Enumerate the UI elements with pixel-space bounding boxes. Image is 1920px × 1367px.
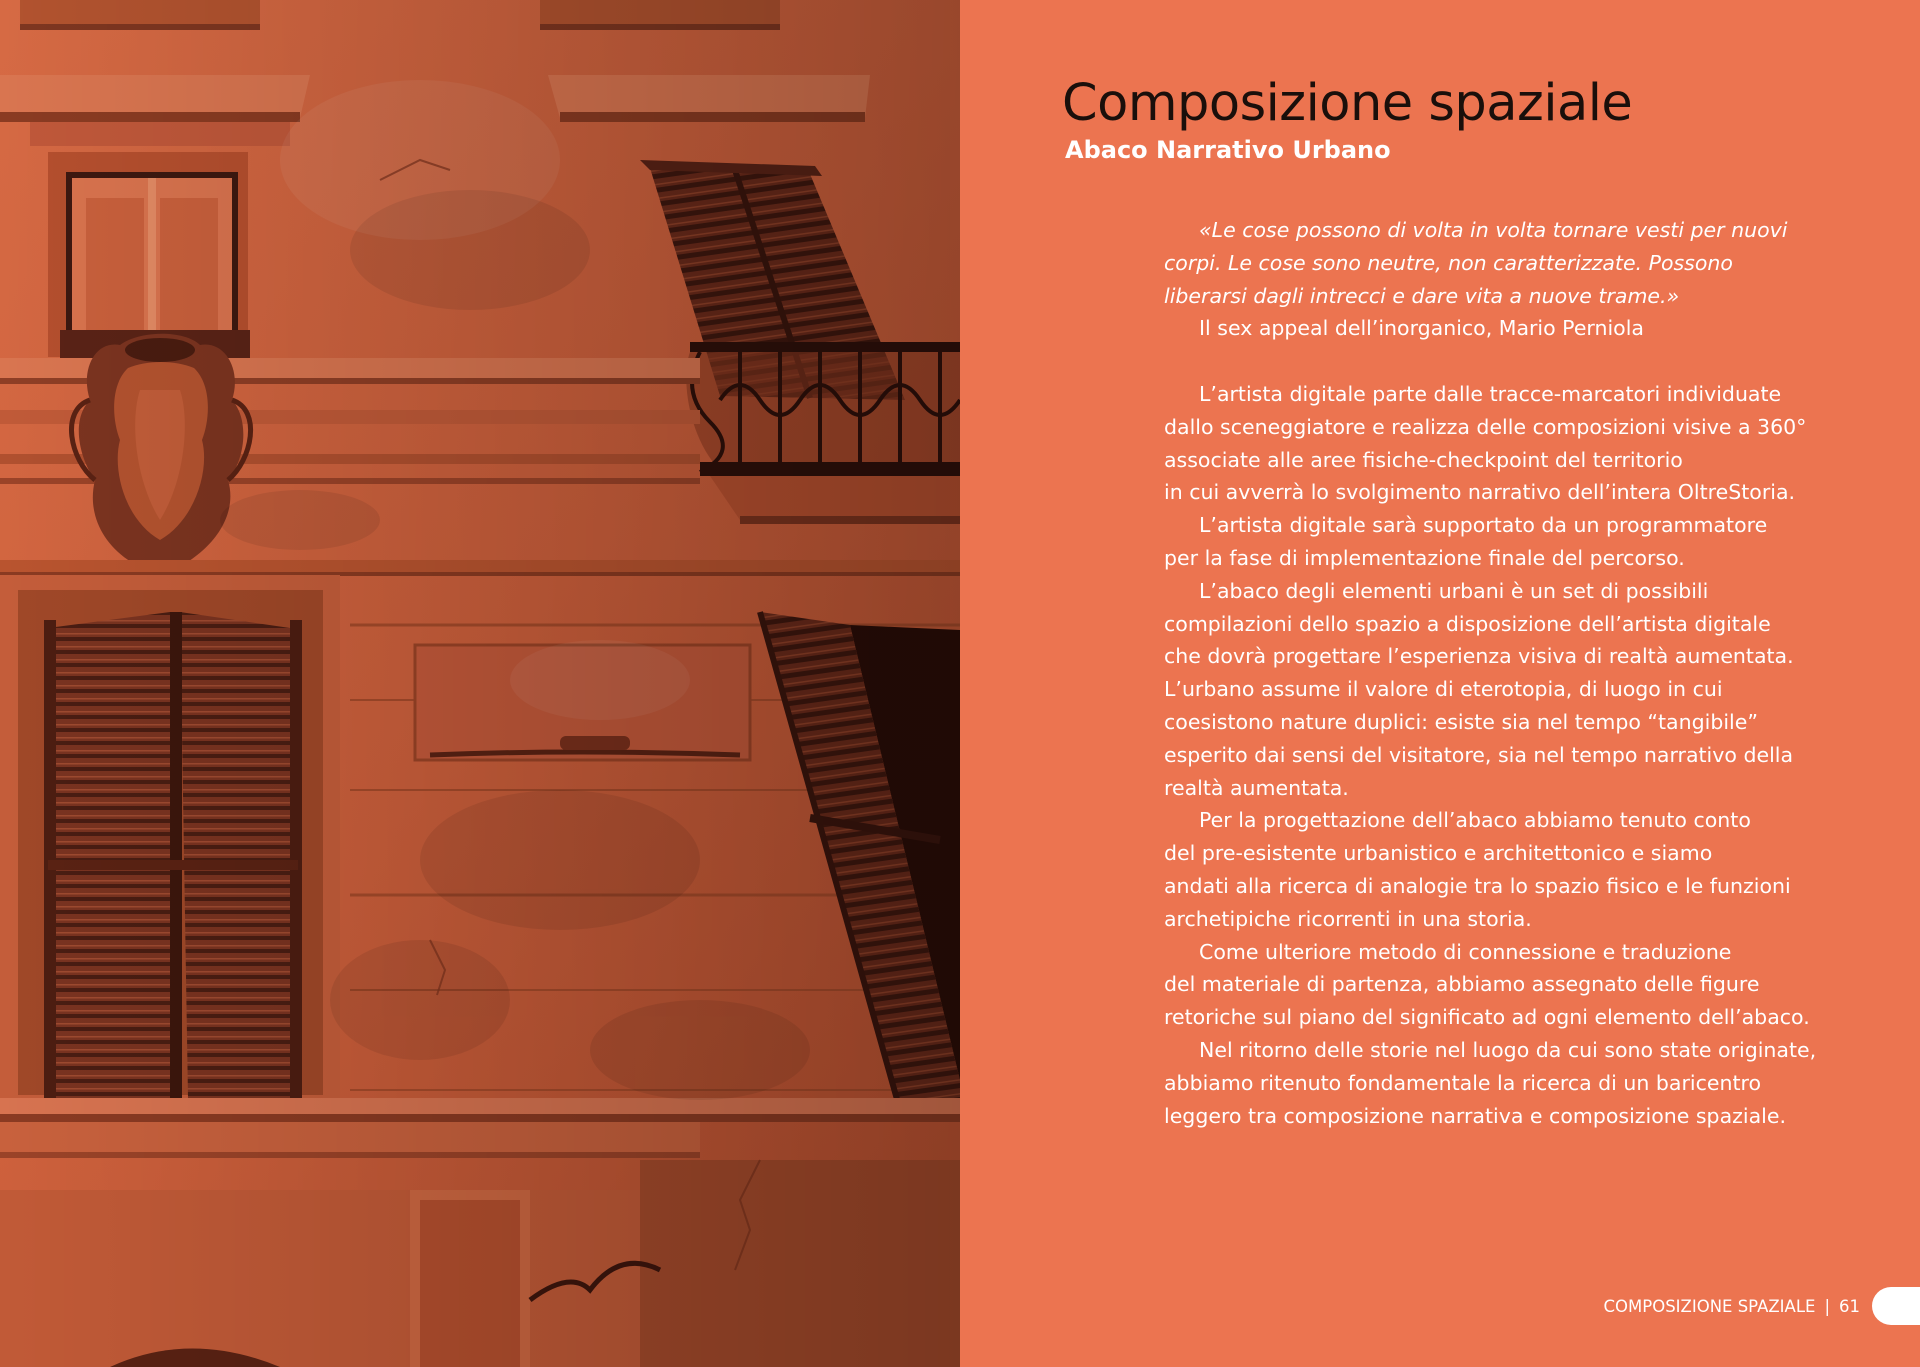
paragraph-spacer (1164, 345, 1844, 378)
body-line: dallo sceneggiatore e realizza delle composizioni visive a 360° (1164, 414, 1807, 439)
body-line: abbiamo ritenuto fondamentale la ricerca di un baricentro (1164, 1070, 1762, 1095)
body-line: leggero tra composizione narrativa e composizione spaziale. (1164, 1103, 1786, 1128)
body-line: Come ulteriore metodo di connessione e traduzione (1199, 939, 1732, 964)
body-line: del pre-esistente urbanistico e architettonico e siamo (1164, 841, 1713, 866)
page-footer (1604, 1288, 1920, 1324)
body-line: coesistono nature duplici: esiste sia nel tempo “tangibile” (1164, 709, 1758, 734)
epigraph (1164, 214, 1844, 345)
epigraph-line: liberarsi dagli intrecci e dare vita a nuove trame.» (1164, 283, 1680, 308)
body-line: Per la progettazione dell’abaco abbiamo tenuto conto (1199, 808, 1751, 833)
body-line: andati alla ricerca di analogie tra lo spazio fisico e le funzioni (1164, 873, 1791, 898)
page-title: Composizione spaziale (1062, 74, 1633, 133)
body-line: L’urbano assume il valore di eterotopia, di luogo in cui (1164, 677, 1723, 702)
epigraph-line: corpi. Le cose sono neutre, non caratterizzate. Possono (1164, 250, 1733, 275)
body-line: retoriche sul piano del significato ad ogni elemento dell’abaco. (1164, 1005, 1810, 1030)
body-line: realtà aumentata. (1164, 775, 1349, 800)
body-line: L’artista digitale sarà supportato da un programmatore (1199, 513, 1768, 538)
footer-separator: | (1824, 1296, 1830, 1316)
body-line: in cui avverrà lo svolgimento narrativo dell’intera OltreStoria. (1164, 480, 1796, 505)
page-subtitle: Abaco Narrativo Urbano (1065, 136, 1391, 164)
page-number: 61 (1839, 1296, 1860, 1316)
body-line: Nel ritorno delle storie nel luogo da cui sono state originate, (1199, 1037, 1817, 1062)
footer-section-title: COMPOSIZIONE SPAZIALE (1603, 1296, 1816, 1316)
article-body (1164, 378, 1844, 1132)
text-page (960, 0, 1920, 1367)
epigraph-attribution: Il sex appeal dell’inorganico, Mario Perniola (1199, 316, 1644, 341)
body-line: esperito dai sensi del visitatore, sia nel tempo narrativo della (1164, 742, 1794, 767)
body-line: L’artista digitale parte dalle tracce-marcatori individuate (1199, 381, 1782, 406)
body-line: per la fase di implementazione finale del percorso. (1164, 545, 1685, 570)
body-text (1164, 214, 1844, 1132)
epigraph-line: «Le cose possono di volta in volta tornare vesti per nuovi (1199, 218, 1788, 242)
body-line: archetipiche ricorrenti in una storia. (1164, 906, 1532, 931)
body-line: del materiale di partenza, abbiamo assegnato delle figure (1164, 972, 1760, 997)
body-line: L’abaco degli elementi urbani è un set di possibili (1199, 578, 1709, 603)
body-line: che dovrà progettare l’esperienza visiva di realtà aumentata. (1164, 644, 1794, 669)
page-tab-marker (1872, 1287, 1920, 1325)
body-line: associate alle aree fisiche-checkpoint del territorio (1164, 447, 1683, 472)
body-line: compilazioni dello spazio a disposizione dell’artista digitale (1164, 611, 1771, 636)
